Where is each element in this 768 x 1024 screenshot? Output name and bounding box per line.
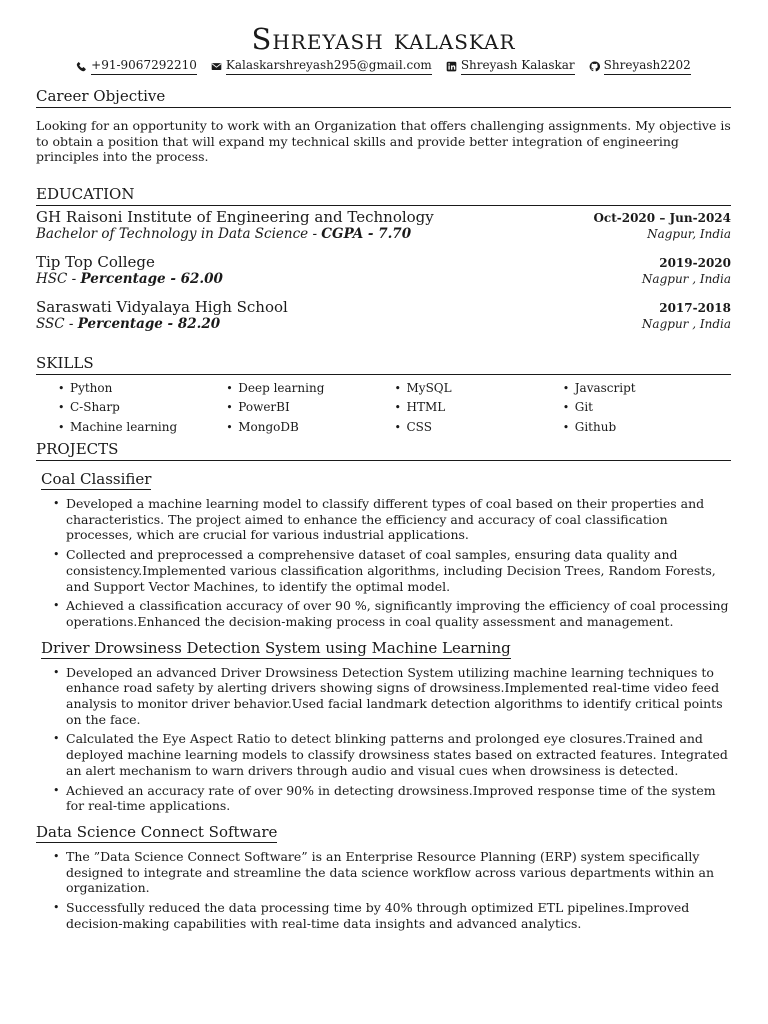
education-date: 2019-2020 — [659, 255, 731, 270]
education-score: Percentage - 62.00 — [80, 270, 223, 287]
list-item: • Calculated the Eye Aspect Ratio to detect blinking patterns and prolonged eye closures.Trained and deployed machine learning models to classify drowsiness states based on extracted features. Integrated an alert mechanism to warn drivers through audio and visual cues when drowsiness is detected. — [66, 731, 731, 778]
education-score: CGPA - 7.70 — [321, 225, 412, 242]
list-item: • Developed an advanced Driver Drowsiness Detection System utilizing machine learning techniques to enhance road safety by alerting drivers showing signs of drowsiness.Implemented real-time video feed analysis to monitor driver behavior.Used facial landmark detection algorithms to identify critical points on the face. — [66, 665, 731, 728]
github-icon — [589, 61, 600, 72]
education-degree: SSC - Percentage - 82.20 — [36, 315, 221, 332]
education-location: Nagpur, India — [647, 226, 731, 241]
project-title: Coal Classifier — [41, 470, 152, 488]
projects-section — [36, 440, 731, 931]
skills-grid — [36, 379, 731, 438]
skill-item: • Python — [58, 379, 226, 399]
education-location: Nagpur , India — [641, 271, 731, 286]
education-section — [36, 185, 731, 332]
skill-item: • Github — [563, 418, 731, 438]
education-institution: Tip Top College — [36, 252, 155, 271]
objective-text: Looking for an opportunity to work with an Organization that offers challenging assignments. My objective is to obtain a position that will expand my technical skills and provide better integration of engineering principles into the process. — [36, 118, 731, 164]
objective-title: Career Objective — [36, 87, 731, 108]
list-item: • Successfully reduced the data processing time by 40% through optimized ETL pipelines.Improved decision-making capabilities with real-time data insights and advanced analytics. — [66, 900, 731, 931]
contact-phone[interactable] — [76, 57, 197, 75]
education-degree: Bachelor of Technology in Data Science - CGPA - 7.70 — [36, 225, 412, 242]
list-item: • Achieved an accuracy rate of over 90% in detecting drowsiness.Improved response time of the system for real-time applications. — [66, 783, 731, 814]
skill-item: • Machine learning — [58, 418, 226, 438]
skills-title: SKILLS — [36, 354, 731, 375]
education-institution: Saraswati Vidyalaya High School — [36, 297, 288, 316]
contact-email[interactable] — [211, 57, 432, 75]
project-bullets — [36, 665, 731, 814]
linkedin-icon — [446, 61, 457, 72]
email-icon — [211, 61, 222, 72]
list-item: • Achieved a classification accuracy of over 90 %, significantly improving the efficiency of coal processing operations.Enhanced the decision-making process in coal quality assessment and management. — [66, 598, 731, 629]
contact-github[interactable] — [589, 57, 691, 75]
list-item: • Developed a machine learning model to classify different types of coal based on their properties and characteristics. The project aimed to enhance the efficiency and accuracy of coal classification processes, which are crucial for various industrial applications. — [66, 496, 731, 543]
education-entry — [36, 254, 731, 287]
education-entry — [36, 299, 731, 332]
education-location: Nagpur , India — [641, 316, 731, 331]
resume-page — [36, 22, 731, 935]
skill-item: • HTML — [395, 398, 563, 418]
skills-section — [36, 354, 731, 438]
education-institution: GH Raisoni Institute of Engineering and Technology — [36, 207, 434, 226]
skill-item: • C-Sharp — [58, 398, 226, 418]
github-text: Shreyash2202 — [604, 57, 691, 75]
education-score: Percentage - 82.20 — [77, 315, 221, 332]
skill-item: • Javascript — [563, 379, 731, 399]
candidate-name: Shreyash kalaskar — [251, 22, 516, 56]
project-entry — [36, 822, 731, 932]
project-title: Driver Drowsiness Detection System using Machine Learning — [41, 638, 511, 657]
education-date: 2017-2018 — [659, 300, 731, 315]
skill-item: • Git — [563, 398, 731, 418]
phone-text: +91-9067292210 — [91, 57, 197, 75]
education-title: EDUCATION — [36, 185, 731, 206]
list-item: • Collected and preprocessed a comprehensive dataset of coal samples, ensuring data quality and consistency.Implemented various classification algorithms, including Decision Trees, Random Forests, and Support Vector Machines, to identify the optimal model. — [66, 547, 731, 594]
email-text: Kalaskarshreyash295@gmail.com — [226, 57, 432, 75]
contact-linkedin[interactable] — [446, 57, 575, 75]
project-title: Data Science Connect Software — [36, 822, 278, 841]
skill-item: • MongoDB — [226, 418, 394, 438]
project-bullets — [36, 496, 731, 630]
skill-item: • Deep learning — [226, 379, 394, 399]
skill-item: • MySQL — [395, 379, 563, 399]
education-date: Oct-2020 – Jun-2024 — [593, 210, 731, 225]
skill-item: • CSS — [395, 418, 563, 438]
skill-item: • PowerBI — [226, 398, 394, 418]
list-item: • The ”Data Science Connect Software” is an Enterprise Resource Planning (ERP) system specifically designed to integrate and streamline the data science workflow across various departments within an organization. — [66, 849, 731, 896]
education-degree: HSC - Percentage - 62.00 — [36, 270, 223, 287]
education-entry — [36, 209, 731, 242]
projects-title: PROJECTS — [36, 440, 731, 461]
linkedin-text: Shreyash Kalaskar — [461, 57, 575, 75]
project-bullets — [36, 849, 731, 932]
contact-bar — [36, 57, 731, 75]
phone-icon — [76, 61, 87, 72]
objective-section — [36, 87, 731, 165]
project-entry — [36, 638, 731, 814]
project-entry — [36, 469, 731, 630]
